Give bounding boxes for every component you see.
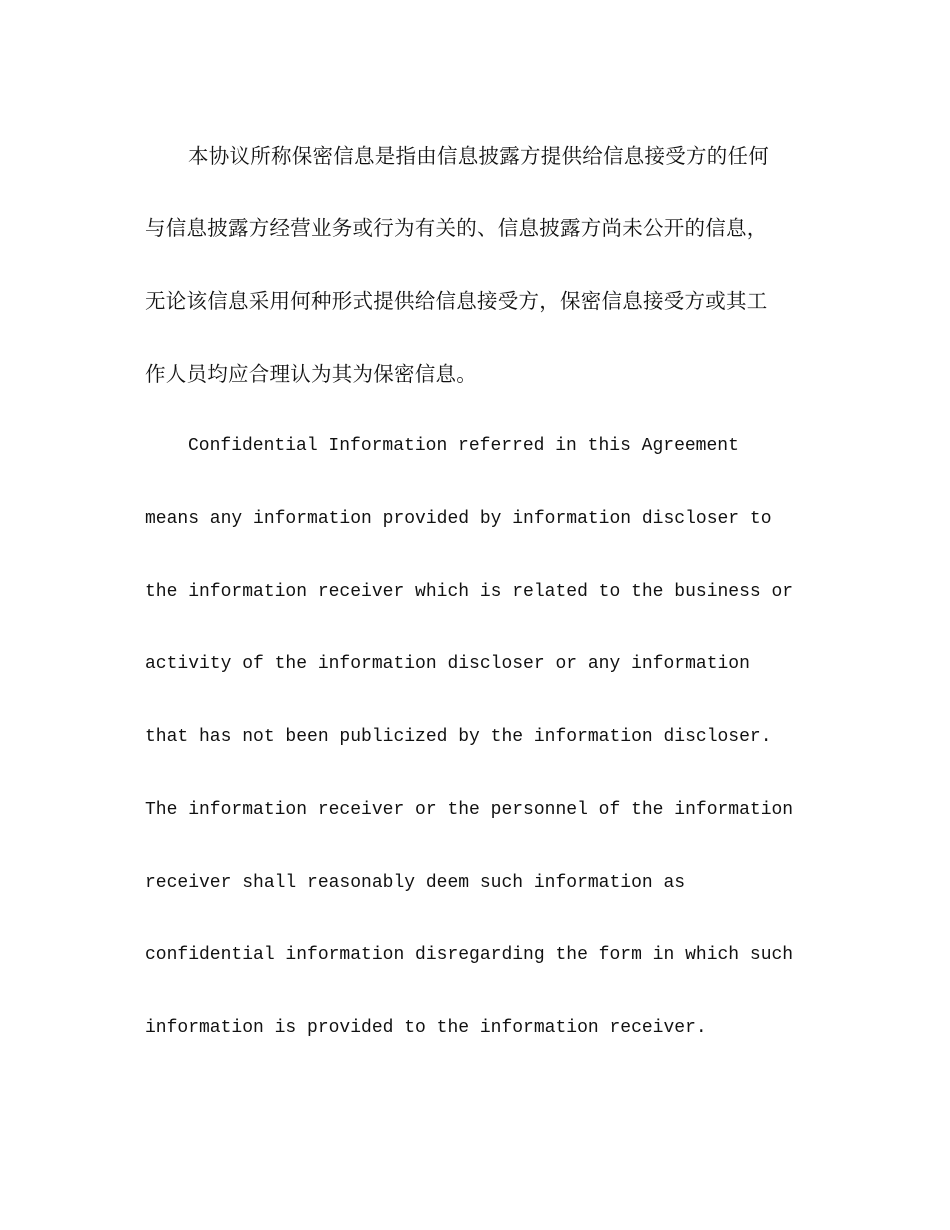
chinese-paragraph-line: 与信息披露方经营业务或行为有关的、信息披露方尚未公开的信息， [145,216,768,240]
english-paragraph-line: confidential information disregarding the form in which such [145,945,794,965]
english-paragraph-line: means any information provided by information discloser to [145,509,772,529]
chinese-paragraph-line: 本协议所称保密信息是指由信息披露方提供给信息接受方的任何 [188,144,769,168]
chinese-paragraph-line: 无论该信息采用何种形式提供给信息接受方，保密信息接受方或其工 [145,289,768,313]
english-paragraph-line: information is provided to the information receiver. [145,1018,707,1038]
english-paragraph-line: receiver shall reasonably deem such information as [145,873,686,893]
english-paragraph-line: The information receiver or the personnel of the information [145,800,794,820]
english-paragraph-line: activity of the information discloser or any information [145,654,750,674]
chinese-paragraph-line: 作人员均应合理认为其为保密信息。 [145,362,477,386]
english-paragraph-line: Confidential Information referred in this Agreement [188,436,739,456]
english-paragraph-line: the information receiver which is related to the business or [145,582,794,602]
english-paragraph-line: that has not been publicized by the information discloser. [145,727,772,747]
